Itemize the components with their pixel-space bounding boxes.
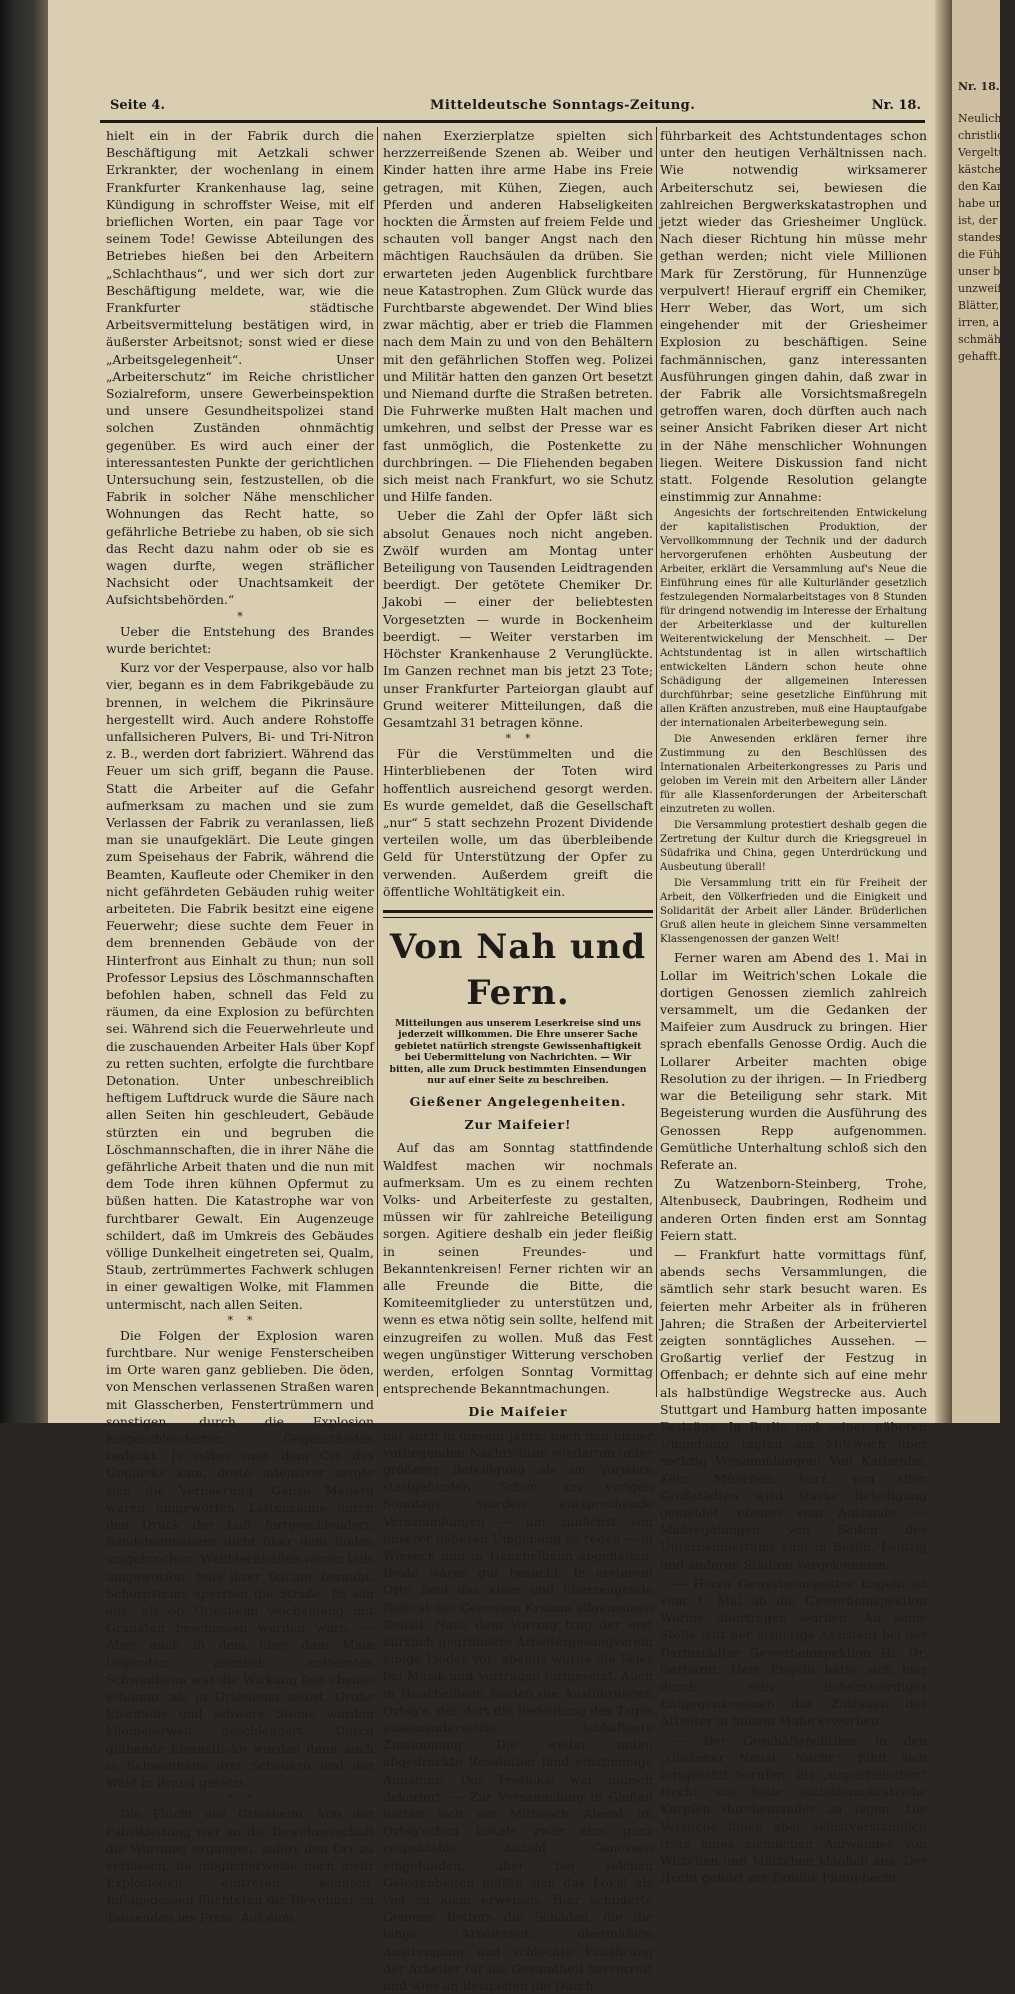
- column-divider: [377, 127, 378, 1397]
- adjacent-line: kästchen: [958, 163, 1009, 176]
- resolution-paragraph: Die Versammlung protestiert deshalb gegen die Zertretung der Kultur durch die Kriegsgreuel in Südafrika und China, gegen Unterdrückung und Ausbeutung überall!: [660, 820, 927, 874]
- adjacent-line: irren, a: [958, 316, 1000, 329]
- adjacent-page-number: Nr. 18.: [958, 80, 1000, 93]
- section-rule: [383, 910, 653, 913]
- adjacent-line: ist, der: [958, 214, 998, 227]
- resolution-paragraph: Die Anwesenden erklären ferner ihre Zustimmung zu den Beschlüssen des Internationalen Arbeiterkongresses zu Paris und geloben im Verein mit den Arbeitern aller Länder für alle Klassenforderungen der Arbeiterschaft einzutreten zu wollen.: [660, 734, 927, 816]
- adjacent-line: die Führ: [958, 248, 1006, 261]
- adjacent-line: christlich: [958, 129, 1011, 142]
- adjacent-page-fragment: [952, 0, 1015, 1423]
- subsection-heading: Zur Maifeier!: [464, 1117, 572, 1133]
- article-paragraph: — Frankfurt hatte vormittags fünf, abends sechs Versammlungen, die sämtlich sehr stark besucht waren. Es feierten mehr Arbeiter als in früheren Jahren; die Straßen der Arbeiterviertel zeigten sonntägliches Aussehen. — Großartig verlief der Festzug in Offenbach; er dehnte sich auf eine mehr als halbstündige Wegstrecke aus. Auch Stuttgart und Hamburg hatten imposante Festzüge. In Berlin und seiner näheren Umgebung tagten am Mittwoch über sechzig Versammlungen! Von Karlsruhe, Köln, München, kurz, von allen Großstädten wird starke Beteiligung gemeldet, ebenso vom Auslande. — Maßregelungen von Seiten des Unternehmertums sind in Berlin, Leipzig und anderen Städten vorgekommen.: [660, 1246, 927, 1572]
- article-paragraph: führbarkeit des Achtstundentages schon unter den heutigen Verhältnissen nach. Wie notwendig wirksamerer Arbeiterschutz sei, bewiesen die zahlreichen Bergwerkskatastrophen und jetzt wieder das Griesheimer Unglück. Nach dieser Richtung hin müsse mehr gethan werden; nicht viele Millionen Mark für Zerstörung, für Hunnenzüge verpulvert! Hierauf ergriff ein Chemiker, Herr Weber, das Wort, um sich eingehender mit der Griesheimer Explosion zu beschäftigen. Seine fachmännischen, ganz interessanten Ausführungen gingen dahin, daß zwar in der Fabrik alle Vorsichtsmaßregeln getroffen waren, doch dürften auch nach seiner Ansicht Fabriken dieser Art nicht in der Nähe menschlicher Wohnungen liegen. Weitere Diskussion fand nicht statt. Folgende Resolution gelangte einstimmig zur Annahme:: [660, 128, 927, 505]
- adjacent-line: Vergeltun: [958, 146, 1013, 159]
- column-2: [383, 127, 653, 1994]
- resolution-paragraph: Angesichts der fortschreitenden Entwickelung der kapitalistischen Produktion, der Vervollkommnung der Technik und der dadurch hervorgerufenen erhöhten Ausbeutung der Arbeiter, erklärt die Versammlung auf's Neue die Einführung eines für alle Kulturländer gesetzlich festzulegenden Normalarbeitstages von 8 Stunden für dringend notwendig im Interesse der Erhaltung der Arbeiterklasse und der kulturellen Weiterentwickelung der Menschheit. — Der Achtstundentag ist in allen wirtschaftlich entwickelten Ländern schon heute ohne Schädigung der allgemeinen Interessen durchführbar; seine gesetzliche Einführung mit allen Kräften anzustreben, muß eine Hauptaufgabe der internationalen Arbeiterbewegung sein.: [660, 508, 927, 730]
- article-paragraph: hielt ein in der Fabrik durch die Beschäftigung mit Aetzkali schwer Erkrankter, der wochenlang in einem Frankfurter Krankenhause lag, seine Kündigung in schroffster Weise, mit elf brieflichen Worten, ein paar Tage vor seinem Tode! Gewisse Abteilungen des Betriebes hießen bei den Arbeitern „Schlachthaus“, und wer sich dort zur Beschäftigung meldete, war, wie die Frankfurter städtische Arbeitsvermittelung bestätigen wird, in äußerster Arbeitsnot; sonst wied er diese „Arbeitsgelegenheit“. Unser „Arbeiterschutz“ im Reiche christlicher Sozialreform, unsere Gewerbeinspektion und unsere Gesundheitspolizei stand solchen Zuständen ohnmächtig gegenüber. Es wird auch einer der interessantesten Punkte der gerichtlichen Untersuchung sein, festzustellen, ob die Fabrik in solcher Nähe menschlicher Wohnungen das Recht hatte, so gefährliche Betriebe zu haben, ob sie sich das Recht dazu nahm oder ob sie es wagen durfte, wegen sträflicher Nachsicht oder Unachtsamkeit der Aufsichtsbehörden.“: [106, 128, 374, 608]
- adjacent-line: unser be: [958, 265, 1007, 278]
- article-paragraph: Auf das am Sonntag stattfindende Waldfest machen wir nochmals aufmerksam. Um es zu einem rechten Volks- und Arbeiterfeste zu gestalten, müssen wir für zahlreiche Beteiligung sorgen. Agitiere deshalb ein jeder fleißig in seinen Freundes- und Bekanntenkreisen! Ferner richten wir an alle Freunde die Bitte, die Komiteemitglieder zu unterstützen und, wenn es etwa nötig sein sollte, helfend mit einzugreifen zu wollen. Muß das Fest wegen ungünstiger Witterung verschoben werden, erfolgen Sonntag Vormittag entsprechende Bekanntmachungen.: [383, 1140, 653, 1397]
- article-paragraph: Ueber die Entstehung des Brandes wurde berichtet:: [106, 623, 374, 656]
- adjacent-line: Blätter,: [958, 299, 1000, 312]
- section-asterisk: * *: [227, 1313, 253, 1327]
- adjacent-line: standes-: [958, 231, 1005, 244]
- column-3: [660, 127, 927, 1886]
- article-paragraph: Die Flucht aus Griesheim. Von der Fabrikleitung war an die Bewohnerschaft die Warnung ergangen, sofort den Ort zu verlassen, da möglicherweise noch mehr Explosionen eintreten könnten. Infolgedessen flüchteten die Bewohner zu Tausenden ins Freie. Auf dem: [106, 1806, 374, 1925]
- editorial-note: Mitteilungen aus unserem Leserkreise sind uns jederzeit willkommen. Die Ehre unserer Sache gebietet natürlich strengste Gewissenhaftigkeit bei Uebermittelung von Nachrichten. — Wir bitten, alle zum Druck bestimmten Einsendungen nur auf einer Seite zu beschreiben.: [389, 1017, 647, 1087]
- article-paragraph: hat auch in diesem Jahre, nach den bisher vorliegenden Nachrichten wiederum unter größerer Beteiligung als im Vorjahre stattgefunden. Schon am vorigen Sonntage wurden entsprechende Versammlungen — um zunächst von unserer näheren Umgebung zu reden — in Wieseck und in Heuchelheim abgehalten. Beide waren gut besucht. In ersterem Orte fand das klare und überzeugende Referat des Genossen Krumm allgemeinen Beifall. Nach dem Vortrag trug der erst kürzlich gegründete Arbeitergesangverein einige Lieder vor; abends wurde die Feier bei Musik und Vorträgen fortgesetzt. Auch in Heuchelheim fanden die Ausführungen Orbig's, der dort die Bedeutung des Tages auseinandersetzte, lebhafteste Zustimmung. Die weiter unten abgedruckte Resolution fand einstimmige Annahme. Das Festlokal war hübsch dekoriert. — Zur Versammlung in Gießen hatten sich am Mittwoch Abend im Orbig'schen Lokale zwar eine ganz respektable Anzahl Genossen eingefunden, aber bei solchen Gelegenheiten müßte sich das Lokal als viel zu klein erweisen. Hier schilderte Genosse Betters die Schäden, die die lange Arbeitszeit, übermäßige Anstrengung und schlechte Ernährung der Arbeiter für die Gesamtheit hervorruft und wies an Beispielen die Durch-: [383, 1427, 653, 1994]
- column-1: [106, 127, 374, 1925]
- adjacent-line: Neulich m: [958, 112, 1015, 125]
- section-headline: Von Nah und Fern.: [389, 926, 647, 1013]
- article-paragraph: Für die Verstümmelten und die Hinterbliebenen der Toten wird hoffentlich ausreichend gesorgt werden. Es wurde gemeldet, daß die Gesellschaft „nur“ 5 statt sechzehn Prozent Dividende verteilen wolle, um das überbleibende Geld für Unterstützung der Opfer zu verwenden. Außerdem greift die öffentliche Wohltätigkeit ein.: [383, 746, 653, 899]
- article-paragraph: Ferner waren am Abend des 1. Mai in Lollar im Weitrich'schen Lokale die dortigen Genossen ziemlich zahlreich versammelt, um die Gedanken der Maifeier zum Ausdruck zu bringen. Hier sprach ebenfalls Genosse Ordig. Auch die Lollarer Arbeiter machten obige Resolution zu der ihrigen. — In Friedberg war die Beteiligung sehr stark. Mit Begeisterung wurden die Ausführung des Genossen Repp aufgenommen. Gemütliche Unterhaltung schloß sich den Referate an.: [660, 950, 927, 1172]
- column-divider: [656, 127, 657, 1397]
- section-asterisk: *: [237, 609, 243, 623]
- header-rule: [100, 120, 925, 123]
- article-paragraph: Kurz vor der Vesperpause, also vor halb vier, begann es in dem Fabrikgebäude zu brennen, in welchem die Pikrinsäure hergestellt wird. Auch andere Rohstoffe unfallsicheren Pulvers, Bi- und Tri-Nitron z. B., werden dort fabriziert. Während das Feuer um sich griff, begann die Pause. Statt die Arbeiter auf die Gefahr aufmerksam zu machen und sie zum Verlassen der Fabrik zu veranlassen, ließ man sie unaufgeklärt. Die Leute gingen zum Speisehaus der Fabrik, während die Beamten, Kaufleute oder Chemiker in den nicht gefährdeten Gebäuden ruhig weiter arbeiteten. Die Fabrik besitzt eine eigene Feuerwehr; diese suchte dem Feuer in dem brennenden Gebäude von der Hinterfront aus Einhalt zu thun; nun soll Professor Lepsius des Löschmannschaften befohlen haben, schnell das Feld zu räumen, da eine Explosion zu befürchten sei. Während sich die Feuerwehrleute und die zuschauenden Arbeiter Hals über Kopf zu retten suchten, erfolgte die furchtbare Detonation. Unter unbeschreiblich heftigem Luftdruck wurde die Säure nach allen Seiten hin geschleudert, Gebäude stürzten ein und begruben die Löschmannschaften, die in ihrer Nähe die gefährliche Arbeit thaten und die nun mit dem Tode ihren kühnen Opfermut zu büßen hatten. Die Katastrophe war von furchtbarer Gewalt. Ein Augenzeuge schildert, daß im Umkreis des Gebäudes völlige Dunkelheit eingetreten sei, Qualm, Staub, zertrümmertes Fachwerk schlugen in einer gewaltigen Wolke, mit Flammen untermischt, nach allen Seiten.: [106, 660, 374, 1312]
- article-paragraph: — Der Geschäftspolitiker in den „Gießener Neust. Nachr.“ fühlt sich fortgesetzt berufen, als „unparteiischer“ Hecht uns faule sozialdemokratische Karpfen durcheinander zu jagen. Die Versuche fallen aber selbstverständlich trotz eines ziemlichen Aufwandes von Witzchen und Mätzchen kläglich aus. Der Hecht gehört zur Familie Plumphecht: [660, 1732, 927, 1886]
- page-number: Seite 4.: [110, 98, 165, 113]
- adjacent-line: unzweifel: [958, 282, 1012, 295]
- adjacent-line: den Kamp: [958, 180, 1015, 193]
- section-asterisk: * *: [227, 1792, 253, 1806]
- resolution-paragraph: Die Versammlung tritt ein für Freiheit der Arbeit, den Völkerfrieden und die Einigkeit und Solidarität der Arbeit aller Länder. Brüderlichen Gruß allen heute in gleichem Sinne versammelten Klassengenossen der ganzen Welt!: [660, 878, 927, 946]
- issue-number: Nr. 18.: [871, 98, 921, 113]
- newspaper-title: Mitteldeutsche Sonntags-Zeitung.: [430, 98, 696, 113]
- adjacent-line: schmählic: [958, 333, 1015, 346]
- adjacent-line: gehafft.: [958, 350, 1001, 363]
- article-paragraph: nahen Exerzierplatze spielten sich herzzerreißende Szenen ab. Weiber und Kinder hatten ihre arme Habe ins Freie getragen, mit Kühen, Ziegen, auch Pferden und anderen Habseligkeiten hockten die Ärmsten auf freiem Felde und schauten voll banger Angst nach den mächtigen Rauchsäulen da drüben. Sie erwarteten jeden Augenblick furchtbare neue Katastrophen. Zum Glück wurde das Furchtbarste abgewendet. Der Wind blies zwar mächtig, aber er trieb die Flammen nach dem Main zu und von den Behältern mit den gefährlichen Stoffen weg. Polizei und Militär hatten den ganzen Ort besetzt und Niemand durfte die Straßen betreten. Die Fuhrwerke mußten Halt machen und umkehren, und selbst der Presse war es fast unmöglich, die Postenkette zu durchbringen. — Die Fliehenden begaben sich meist nach Frankfurt, wo sie Schutz und Hilfe fanden.: [383, 128, 653, 505]
- subsection-heading: Gießener Angelegenheiten.: [409, 1093, 627, 1109]
- article-paragraph: Ueber die Zahl der Opfer läßt sich absolut Genaues noch nicht angeben. Zwölf wurden am Montag unter Beteiligung von Tausenden Leidtragenden beerdigt. Der getötete Chemiker Dr. Jakobi — einer der beliebtesten Vorgesetzten — wurde in Bockenheim beerdigt. — Weiter verstarben im Höchster Krankenhause 2 Verunglückte. Im Ganzen rechnet man bis jetzt 23 Tote; unser Frankfurter Parteiorgan glaubt auf Grund weiterer Mitteilungen, daß die Gesamtzahl 31 betragen könne.: [383, 508, 653, 730]
- article-paragraph: Zu Watzenborn-Steinberg, Trohe, Altenbuseck, Daubringen, Rodheim und anderen Orten finden erst am Sonntag Feiern statt.: [660, 1176, 927, 1243]
- section-asterisk: * *: [505, 732, 531, 746]
- article-paragraph: — Herrn Gewerbeinspektor Engeln ist vom 1. Mai ab die Gewerbeinspektion Worms übertragen worden. An seine Stelle tritt der bisherige Assistent bei der Darmstädter Gewerbeinspektion Hr. Dr. Gerhardt. Herr Engeln hatte sich hier durch sein liebenswürdiges Entgegenkommen das Zutrauen der Arbeiter in hohem Maße erworben.: [660, 1575, 927, 1729]
- section-rule-thin: [383, 917, 653, 918]
- subsection-heading: Die Maifeier: [468, 1404, 568, 1420]
- binding-edge: [0, 0, 48, 1423]
- adjacent-line: habe und: [958, 197, 1010, 210]
- page-header: [100, 98, 925, 118]
- article-paragraph: Die Folgen der Explosion waren furchtbare. Nur wenige Fensterscheiben im Orte waren ganz geblieben. Die öden, von Menschen verlassenen Straßen waren mit Glasscherben, Fenstertrümmern und sonstigen, durch die Explosion hingeschleuderten Gegenständen bedeckt. Je näher man dem Ort des Unglücks kam, desto intensiver zeigte sich die Verheerung. Ganze Mauern waren umgeworfen, Lattenzäune durch den Druck der Luft fortgeschleudert, Sandsteinmauern dicht über dem Boden umgebrochen, Wellblechhallen waren teils umgeworfen, teils ihrer Dächer beraubt. Schornsteine sperrten die Straße. Es sah aus, als ob Griesheim wochenlang mit Granaten beschossen worden wäre. — Aber auch in dem über dem Main liegenden, ziemlich entfernten Schwanheim war die Wirkung fast ebenso schlimm, als in Griesheim selbst. Große Eisenteile und schwere Steine wurden kilometerweit geschleudert. Durch glühende Eisenstücke wurden denn auch in Schwanheim drei Scheuern und der Wald in Brand gesetzt.: [106, 1327, 374, 1791]
